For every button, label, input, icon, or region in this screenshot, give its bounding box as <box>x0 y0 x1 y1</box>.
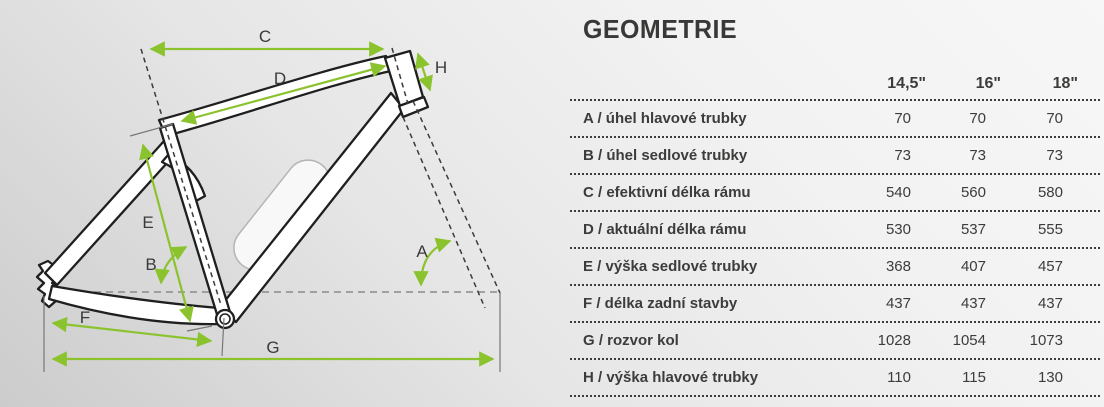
row-value: 555 <box>1037 221 1063 238</box>
row-value: 70 <box>969 110 986 127</box>
row-value: 368 <box>885 258 911 275</box>
fork-axis-left <box>403 117 485 308</box>
row-label: F / délka zadní stavby <box>583 295 738 312</box>
label-E: E <box>142 213 154 232</box>
row-value: 1028 <box>877 332 911 349</box>
row-value: 407 <box>960 258 986 275</box>
table-row <box>570 360 1100 397</box>
column-header-14-5: 14,5" <box>887 75 926 92</box>
label-G: G <box>266 338 280 357</box>
label-C: C <box>258 27 272 46</box>
table-row <box>570 138 1100 175</box>
row-label: B / úhel sedlové trubky <box>583 147 748 164</box>
row-label: H / výška hlavové trubky <box>583 369 759 386</box>
geometry-panel <box>570 0 1100 397</box>
row-value: 110 <box>887 369 911 386</box>
down-tube <box>220 93 404 322</box>
row-label: D / aktuální délka rámu <box>583 221 747 238</box>
bottom-bracket-inner <box>220 314 230 324</box>
table-header <box>570 59 1100 101</box>
dim-F-arrow <box>53 323 211 341</box>
label-D: D <box>273 69 287 88</box>
row-label: G / rozvor kol <box>583 332 679 349</box>
row-value: 530 <box>885 221 911 238</box>
column-header-16: 16" <box>975 75 1001 92</box>
dim-B-arc <box>161 247 186 283</box>
label-A: A <box>416 242 428 261</box>
table-row <box>570 286 1100 323</box>
row-value: 73 <box>1046 147 1063 164</box>
fork-axis-right <box>413 101 500 293</box>
row-value: 130 <box>1037 369 1063 386</box>
row-value: 1073 <box>1029 332 1063 349</box>
row-value: 437 <box>960 295 986 312</box>
table-row <box>570 175 1100 212</box>
row-value: 437 <box>1037 295 1063 312</box>
row-value: 560 <box>960 184 986 201</box>
row-value: 70 <box>1046 110 1063 127</box>
table-row <box>570 101 1100 138</box>
row-value: 73 <box>969 147 986 164</box>
row-value: 73 <box>894 147 911 164</box>
row-label: C / efektivní délka rámu <box>583 184 751 201</box>
page-title: GEOMETRIE <box>583 14 738 44</box>
column-header-18: 18" <box>1052 75 1078 92</box>
label-H: H <box>434 58 448 77</box>
table-row <box>570 212 1100 249</box>
row-value: 537 <box>960 221 986 238</box>
row-value: 457 <box>1037 258 1063 275</box>
row-value: 1054 <box>952 332 986 349</box>
label-B: B <box>145 255 157 274</box>
row-label: A / úhel hlavové trubky <box>583 110 747 127</box>
row-value: 540 <box>885 184 911 201</box>
row-value: 437 <box>885 295 911 312</box>
table-row <box>570 323 1100 360</box>
row-label: E / výška sedlové trubky <box>583 258 758 275</box>
row-value: 115 <box>962 369 986 386</box>
row-value: 70 <box>894 110 911 127</box>
row-value: 580 <box>1037 184 1063 201</box>
table-row <box>570 249 1100 286</box>
frame-outline <box>37 51 428 328</box>
seat-tube-bottom-tick <box>187 326 212 331</box>
label-F: F <box>79 308 91 327</box>
